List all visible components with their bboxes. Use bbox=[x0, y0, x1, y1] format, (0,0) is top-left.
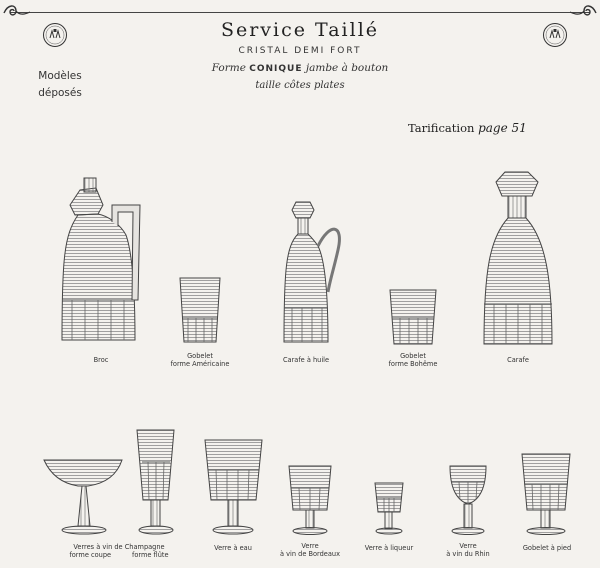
caption-gobelet-americaine bbox=[165, 352, 235, 368]
forme-prefix: Forme bbox=[211, 62, 246, 74]
verre-eau-illustration bbox=[205, 440, 262, 534]
caption-line: Carafe bbox=[507, 356, 529, 364]
caption-line: Verres à vin de Champagne bbox=[73, 543, 165, 551]
caption-verre-eau bbox=[200, 544, 266, 552]
caption-carafe bbox=[483, 356, 553, 364]
modeles-line1: Modèles bbox=[38, 70, 82, 82]
caption-line: forme Américaine bbox=[170, 360, 230, 368]
caption-line: Broc bbox=[93, 356, 109, 364]
coupe-illustration bbox=[44, 460, 122, 534]
caption-line: Gobelet bbox=[400, 352, 426, 360]
verre-liqueur-illustration bbox=[375, 483, 403, 534]
caption-line: à vin du Rhin bbox=[446, 550, 490, 558]
gobelet-pied-illustration bbox=[522, 454, 570, 535]
caption-forme-flute: forme flûte bbox=[132, 551, 169, 559]
caption-line: Verre à liqueur bbox=[364, 544, 414, 552]
carafe-illustration bbox=[484, 172, 552, 344]
caption-verres-champagne bbox=[54, 543, 184, 559]
flute-illustration bbox=[137, 430, 174, 534]
gobelet-boheme-illustration bbox=[390, 290, 436, 344]
modeles-line2: déposés bbox=[38, 87, 82, 99]
caption-line: forme Bohême bbox=[388, 360, 438, 368]
caption-sub-line bbox=[54, 551, 184, 559]
tarification-label: Tarification bbox=[408, 121, 475, 135]
verre-rhin-illustration bbox=[450, 466, 486, 535]
verre-bordeaux-illustration bbox=[289, 466, 331, 535]
page-title: Service Taillé bbox=[220, 19, 380, 41]
caption-forme-coupe: forme coupe bbox=[69, 551, 112, 559]
tarification-page: page 51 bbox=[478, 121, 527, 135]
caption-carafe-huile bbox=[271, 356, 341, 364]
page-subtitle: CRISTAL DEMI FORT bbox=[238, 46, 362, 56]
forme-strong: CONIQUE bbox=[249, 64, 303, 74]
caption-verre-liqueur bbox=[356, 544, 422, 552]
caption-verre-bordeaux bbox=[276, 542, 344, 558]
caption-line: Verre à eau bbox=[214, 544, 252, 552]
forme-suffix: jambe à bouton bbox=[305, 62, 389, 74]
caption-gobelet-pied bbox=[512, 544, 582, 552]
caption-line: Carafe à huile bbox=[282, 356, 330, 364]
caption-line: Verre bbox=[301, 542, 319, 550]
broc-illustration bbox=[62, 178, 140, 340]
caption-line: Verre bbox=[459, 542, 477, 550]
caption-broc bbox=[66, 356, 136, 364]
caption-verre-rhin bbox=[436, 542, 500, 558]
caption-gobelet-boheme bbox=[378, 352, 448, 368]
caption-line: Gobelet bbox=[187, 352, 213, 360]
gobelet-americaine-illustration bbox=[180, 278, 220, 342]
caption-line: Gobelet à pied bbox=[522, 544, 572, 552]
taille-line: taille côtes plates bbox=[255, 80, 345, 91]
carafe-huile-illustration bbox=[284, 202, 339, 342]
caption-line: à vin de Bordeaux bbox=[279, 550, 340, 558]
